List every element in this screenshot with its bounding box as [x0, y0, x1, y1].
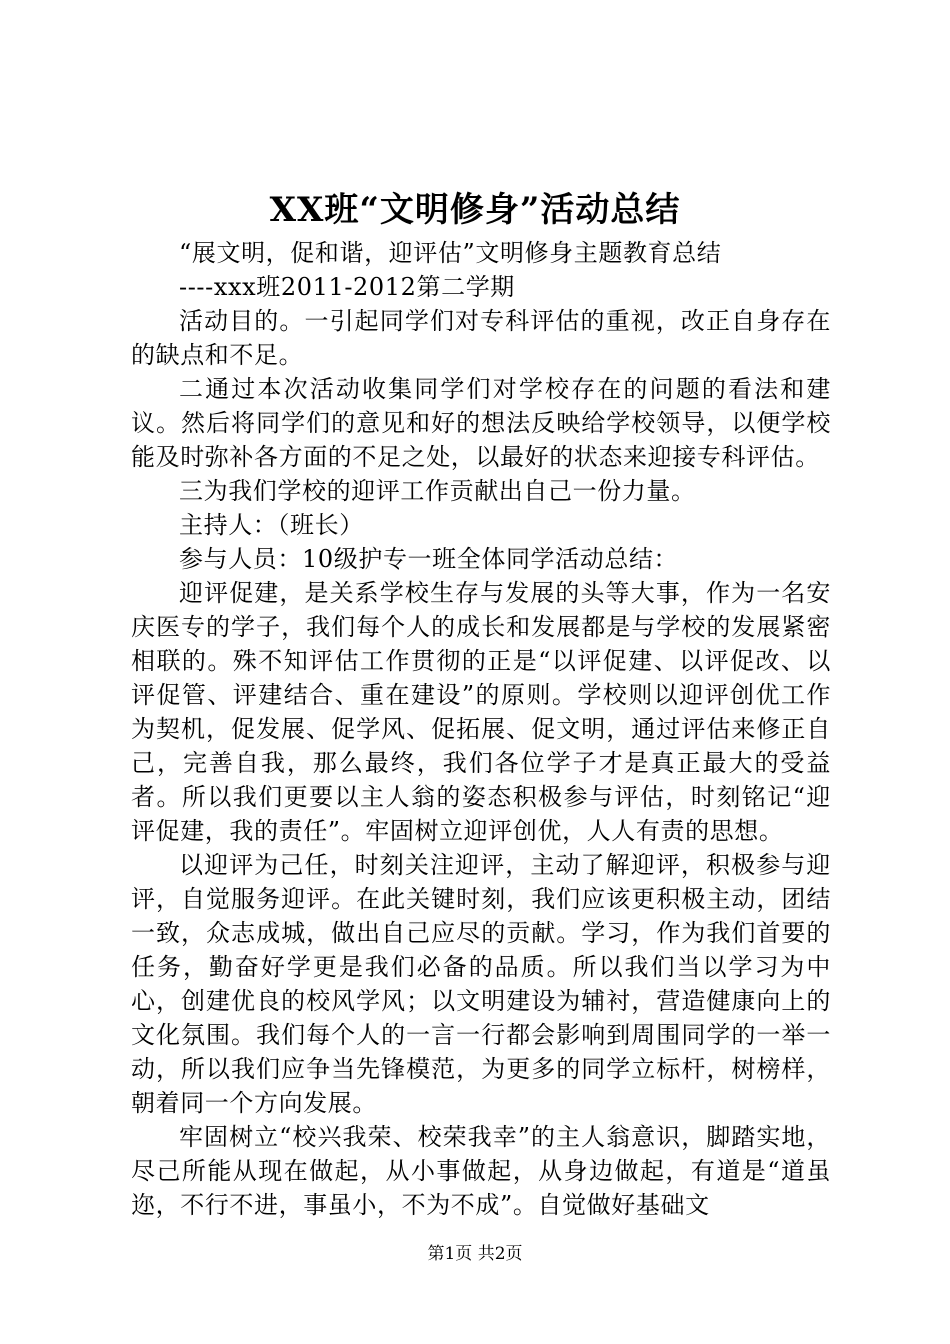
- paragraph: 二通过本次活动收集同学们对学校存在的问题的看法和建议。然后将同学们的意见和好的想法反映给学校领导，以便学校能及时弥补各方面的不足之处，以最好的状态来迎接专科评估。: [131, 375, 831, 471]
- paragraph: 牢固树立“校兴我荣、校荣我幸”的主人翁意识，脚踏实地，尽己所能从现在做起，从小事做起，从身边做起，有道是“道虽迩，不行不进，事虽小，不为不成”。自觉做好基础文: [131, 1123, 831, 1219]
- paragraph: 迎评促建，是关系学校生存与发展的头等大事，作为一名安庆医专的学子，我们每个人的成长和发展都是与学校的发展紧密相联的。殊不知评估工作贯彻的正是“以评促建、以评促改、以评促管、评建结合、重在建设”的原则。学校则以迎评创优工作为契机，促发展、促学风、促拓展、促文明，通过评估来修正自己，完善自我，那么最终，我们各位学子才是真正最大的受益者。所以我们更要以主人翁的姿态积极参与评估，时刻铭记“迎评促建，我的责任”。牢固树立迎评创优，人人有责的思想。: [131, 579, 831, 845]
- document-subtitle: “展文明，促和谐，迎评估”文明修身主题教育总结: [179, 239, 722, 267]
- paragraph: 参与人员：10级护专一班全体同学活动总结：: [179, 545, 679, 573]
- paragraph: 主持人：（班长）: [179, 511, 364, 539]
- paragraph: 活动目的。一引起同学们对专科评估的重视，改正自身存在的缺点和不足。: [131, 307, 831, 369]
- paragraph: 三为我们学校的迎评工作贡献出自己一份力量。: [179, 477, 696, 505]
- paragraph: 以迎评为己任，时刻关注迎评，主动了解迎评，积极参与迎评，自觉服务迎评。在此关键时刻，我们应该更积极主动，团结一致，众志成城，做出自己应尽的贡献。学习，作为我们首要的任务，勤奋好学更是我们必备的品质。所以我们当以学习为中心，创建优良的校风学风；以文明建设为辅衬，营造健康向上的文化氛围。我们每个人的一言一行都会影响到周围同学的一举一动，所以我们应争当先锋模范，为更多的同学立标杆，树榜样，朝着同一个方向发展。: [131, 851, 831, 1117]
- document-title: XX班“文明修身”活动总结: [269, 190, 681, 230]
- document-term-line: ----xxx班2011-2012第二学期: [179, 273, 515, 301]
- page-number-footer: 第1页 共2页: [427, 1244, 523, 1264]
- document-body: [131, 236, 831, 1222]
